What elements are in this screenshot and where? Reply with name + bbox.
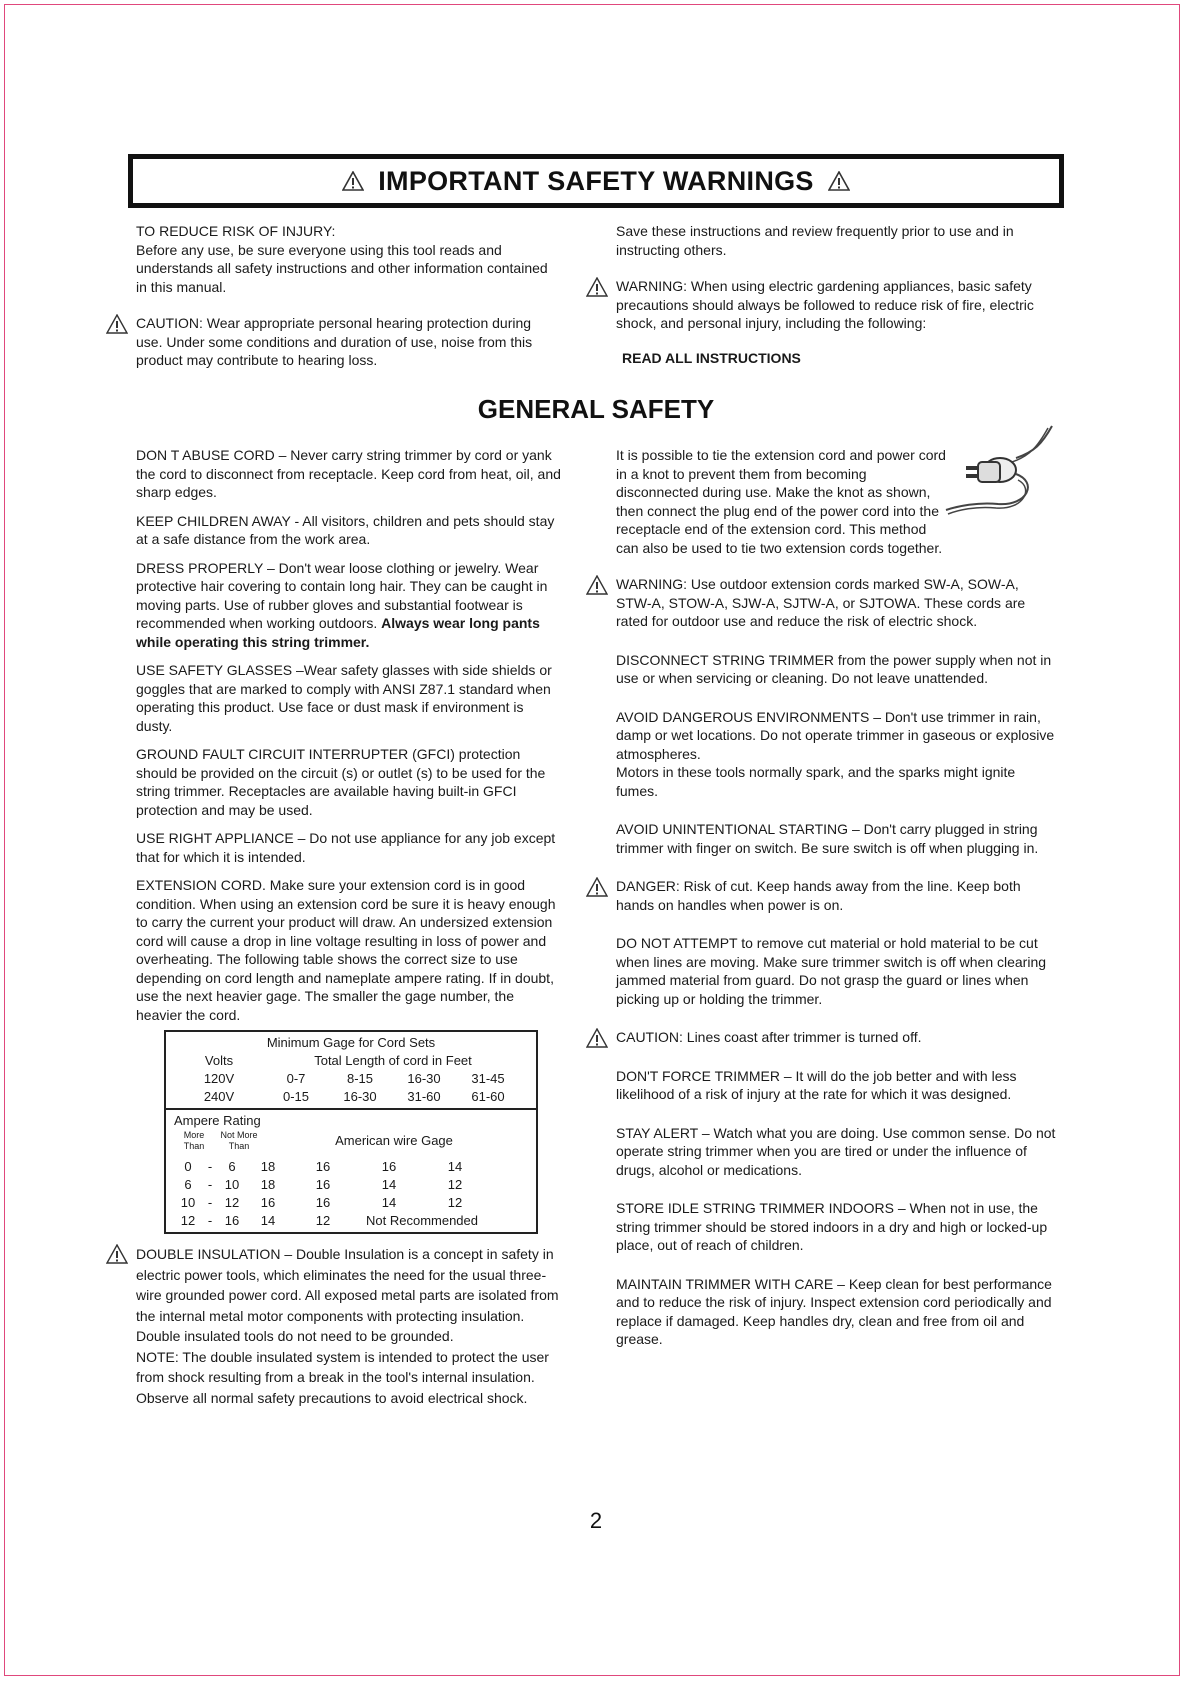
length-cell: 16-30 <box>343 1089 377 1104</box>
danger-text: DANGER: Risk of cut. Keep hands away from the line. Keep both hands on handles when power is on. <box>616 878 1021 913</box>
gfci-text: GROUND FAULT CIRCUIT INTERRUPTER (GFCI) protection should be provided on the circuit (s) or outlet (s) to be used for the string trimmer. Receptacles are available having built-in GFCI protection and may be used. <box>136 746 546 818</box>
right-appliance-text: USE RIGHT APPLIANCE – Do not use appliance for any job except that for which it is intended. <box>136 830 556 865</box>
volt-value: 120V <box>203 1071 235 1086</box>
length-cell: 0-7 <box>286 1071 306 1086</box>
warning-outdoor-block <box>616 575 1056 631</box>
abuse-cord-text: DON T ABUSE CORD – Never carry string trimmer by cord or yank the cord to disconnect from receptacle. Keep cord from heat, oil, and sharp edges. <box>136 447 561 500</box>
gage-cell: 16 <box>315 1159 331 1174</box>
gage-cell: 16 <box>315 1195 331 1210</box>
length-cell: 16-30 <box>407 1071 441 1086</box>
volt-row <box>174 1088 528 1106</box>
gage-cell: 12 <box>447 1195 463 1210</box>
disconnect-text: DISCONNECT STRING TRIMMER from the power supply when not in use or when servicing or cleaning. Do not leave unattended. <box>616 651 1052 686</box>
warning-outdoor-text: WARNING: Use outdoor extension cords marked SW-A, SOW-A, STW-A, STOW-A, SJW-A, SJTW-A, or SJTOWA. These cords are rated for outdoor use and reduce the risk of electric shock. <box>616 576 1026 629</box>
extension-cord-text: EXTENSION CORD. Make sure your extension cord is in good condition. When using an extension cord be sure it is heavy enough to carry the current your product will draw. An undersized extension cord will cause a drop in line voltage resulting in loss of power and overheating. The following table shows the correct size to use depending on cord length and nameplate ampere rating. If in doubt, use the next heavier gage. The smaller the gage number, the heavier the cord. <box>136 877 556 1023</box>
not-more-than-label: Not More Than <box>220 1130 258 1151</box>
page-number: 2 <box>589 1508 603 1533</box>
warning-triangle-icon <box>828 171 850 191</box>
intro-right-column <box>616 222 1056 367</box>
safety-glasses-text: USE SAFETY GLASSES –Wear safety glasses with side shields or goggles that are marked to comply with ANSI Z87.1 standard when operating this product. Use face or dust mask if environment is dusty. <box>136 662 552 734</box>
danger-block <box>616 877 1056 914</box>
amp-from: 6 <box>184 1177 192 1192</box>
warning-triangle-icon <box>342 171 364 191</box>
gage-cell: 16 <box>315 1177 331 1192</box>
gage-table-label-row <box>174 1052 528 1070</box>
caution-lines-block <box>616 1028 1056 1047</box>
length-cell: 31-45 <box>471 1071 505 1086</box>
do-not-attempt-block <box>616 934 1056 1008</box>
gage-cell: 12 <box>315 1213 331 1228</box>
gage-table-body <box>166 1108 536 1232</box>
gage-cell: 18 <box>260 1177 276 1192</box>
amp-row: 10 - 12 16 16 14 12 <box>174 1194 528 1212</box>
length-label: Total Length of cord in Feet <box>314 1053 472 1068</box>
amp-row: 12 - 16 14 12 Not Recommended <box>174 1212 528 1230</box>
maintain-block <box>616 1275 1056 1349</box>
amp-to: 12 <box>224 1195 240 1210</box>
save-instructions-text: Save these instructions and review frequently prior to use and in instructing others. <box>616 223 1014 258</box>
title-banner <box>128 154 1064 208</box>
avoid-environments-block <box>616 708 1056 801</box>
more-than-label: More Than <box>183 1130 205 1151</box>
keep-children-text: KEEP CHILDREN AWAY - All visitors, children and pets should stay at a safe distance from the work area. <box>136 512 555 547</box>
dress-properly-main: DRESS PROPERLY – Don't wear loose clothing or jewelry. Wear protective hair covering to contain long hair. They can be caught in moving parts. Use of rubber gloves and substantial footwear is recommended when working outdoors. <box>136 559 548 631</box>
amp-to: 6 <box>228 1159 236 1174</box>
double-insulation-block <box>136 1244 562 1408</box>
maintain-text: MAINTAIN TRIMMER WITH CARE – Keep clean for best performance and to reduce the risk of injury. Inspect extension cord periodically and replace if damaged. Keep handles dry, clean and free from oil and grease. <box>616 1275 1052 1347</box>
extension-cord-knot-illustration <box>938 422 1056 530</box>
stay-alert-block <box>616 1124 1056 1180</box>
dont-force-text: DON'T FORCE TRIMMER – It will do the job better and with less likelihood of a risk of injury at the rate for which it was designed. <box>616 1067 1017 1102</box>
warning-triangle-icon <box>106 1244 128 1264</box>
dress-properly-text <box>136 559 562 652</box>
volt-row <box>174 1070 528 1088</box>
gage-table-header <box>166 1032 536 1108</box>
gage-table-caption: Minimum Gage for Cord Sets <box>266 1035 436 1050</box>
amp-row: 0 - 6 18 16 16 14 <box>174 1158 528 1176</box>
gage-cell: 14 <box>381 1195 397 1210</box>
dress-properly-bold: Always wear long pants while operating this string trimmer. <box>136 615 540 650</box>
gage-cell: 14 <box>260 1213 276 1228</box>
page-title: IMPORTANT SAFETY WARNINGS <box>378 165 814 196</box>
amp-from: 12 <box>180 1213 196 1228</box>
warning-electric-text: WARNING: When using electric gardening appliances, basic safety precautions should always be followed to reduce risk of fire, electric shock, and personal injury, including the following: <box>616 278 1034 331</box>
ampere-label: Ampere Rating <box>174 1113 261 1128</box>
intro-left-column <box>136 222 560 370</box>
store-idle-text: STORE IDLE STRING TRIMMER INDOORS – When not in use, the string trimmer should be stored indoors in a dry and high or locked-up place, out of reach of children. <box>616 1200 1048 1253</box>
gage-cell: 14 <box>447 1159 463 1174</box>
stay-alert-text: STAY ALERT – Watch what you are doing. Use common sense. Do not operate string trimmer when you are tired or under the influence of drugs, alcohol or medications. <box>616 1124 1056 1178</box>
warning-triangle-icon <box>586 877 608 897</box>
gage-cell: 12 <box>447 1177 463 1192</box>
double-insulation-text: DOUBLE INSULATION – Double Insulation is a concept in safety in electric power tools, which eliminates the need for the usual three-wire grounded power cord. All exposed metal parts are isolated from the internal metal motor components with protecting insulation. Double insulated tools do not need to be grounded. <box>136 1246 559 1344</box>
general-safety-heading: GENERAL SAFETY <box>477 394 715 424</box>
gage-cell: 16 <box>260 1195 276 1210</box>
general-left-column <box>136 446 562 1408</box>
store-idle-block <box>616 1199 1056 1255</box>
length-cell: 0-15 <box>282 1089 310 1104</box>
before-use-text: Before any use, be sure everyone using this tool reads and understands all safety instructions and other information contained in this manual. <box>136 241 548 295</box>
reduce-risk-heading: TO REDUCE RISK OF INJURY: <box>136 223 336 239</box>
disconnect-block <box>616 651 1056 688</box>
avoid-environments-text: AVOID DANGEROUS ENVIRONMENTS – Don't use trimmer in rain, damp or wet locations. Do not operate trimmer in gaseous or explosive atmospheres. <box>616 708 1055 762</box>
knot-text: It is possible to tie the extension cord and power cord in a knot to prevent them from becoming disconnected during use. Make the knot as shown, then connect the plug end of the power cord into the receptacle end of the extension cord. This method can also be used to tie two extension cords together. <box>616 447 946 556</box>
warning-electric-block <box>616 277 1056 333</box>
knot-block <box>616 446 1056 557</box>
warning-triangle-icon <box>586 1028 608 1048</box>
gage-cell: 14 <box>381 1177 397 1192</box>
amp-from: 10 <box>180 1195 196 1210</box>
caution-hearing-block <box>136 314 560 370</box>
amp-to: 10 <box>224 1177 240 1192</box>
awg-label: American wire Gage <box>335 1133 453 1148</box>
caution-lines-text: CAUTION: Lines coast after trimmer is turned off. <box>616 1029 922 1045</box>
length-cell: 31-60 <box>407 1089 441 1104</box>
warning-triangle-icon <box>586 575 608 595</box>
gage-cell: 16 <box>381 1159 397 1174</box>
unintentional-starting-text: AVOID UNINTENTIONAL STARTING – Don't carry plugged in string trimmer with finger on switch. Be sure switch is off when plugging in. <box>616 821 1039 856</box>
read-all-instructions: READ ALL INSTRUCTIONS <box>622 349 801 366</box>
warning-triangle-icon <box>106 314 128 334</box>
do-not-attempt-text: DO NOT ATTEMPT to remove cut material or hold material to be cut when lines are moving. Make sure trimmer switch is off when clearing jammed material from guard. Do not grasp the guard or lines when picking up or holding the trimmer. <box>616 935 1047 1007</box>
gage-cell-not-recommended: Not Recommended <box>366 1213 478 1228</box>
double-insulation-note: NOTE: The double insulated system is intended to protect the user from shock resulting from a break in the tool's internal insulation. Observe all normal safety precautions to avoid electrical shock. <box>136 1348 549 1406</box>
length-cell: 8-15 <box>346 1071 374 1086</box>
length-cell: 61-60 <box>471 1089 505 1104</box>
warning-triangle-icon <box>586 277 608 297</box>
dont-force-block <box>616 1067 1056 1104</box>
amp-from: 0 <box>184 1159 192 1174</box>
volts-label: Volts <box>204 1053 234 1068</box>
general-right-column <box>616 446 1056 1369</box>
ampere-subheader <box>174 1130 528 1152</box>
avoid-environments-text-2: Motors in these tools normally spark, and the sparks might ignite fumes. <box>616 764 1016 799</box>
amp-to: 16 <box>224 1213 240 1228</box>
unintentional-starting-block <box>616 820 1056 857</box>
amp-row: 6 - 10 18 16 14 12 <box>174 1176 528 1194</box>
volt-value: 240V <box>203 1089 235 1104</box>
caution-hearing-text: CAUTION: Wear appropriate personal hearing protection during use. Under some conditions and duration of use, noise from this product may contribute to hearing loss. <box>136 315 533 368</box>
gage-table <box>164 1030 538 1234</box>
gage-cell: 18 <box>260 1159 276 1174</box>
